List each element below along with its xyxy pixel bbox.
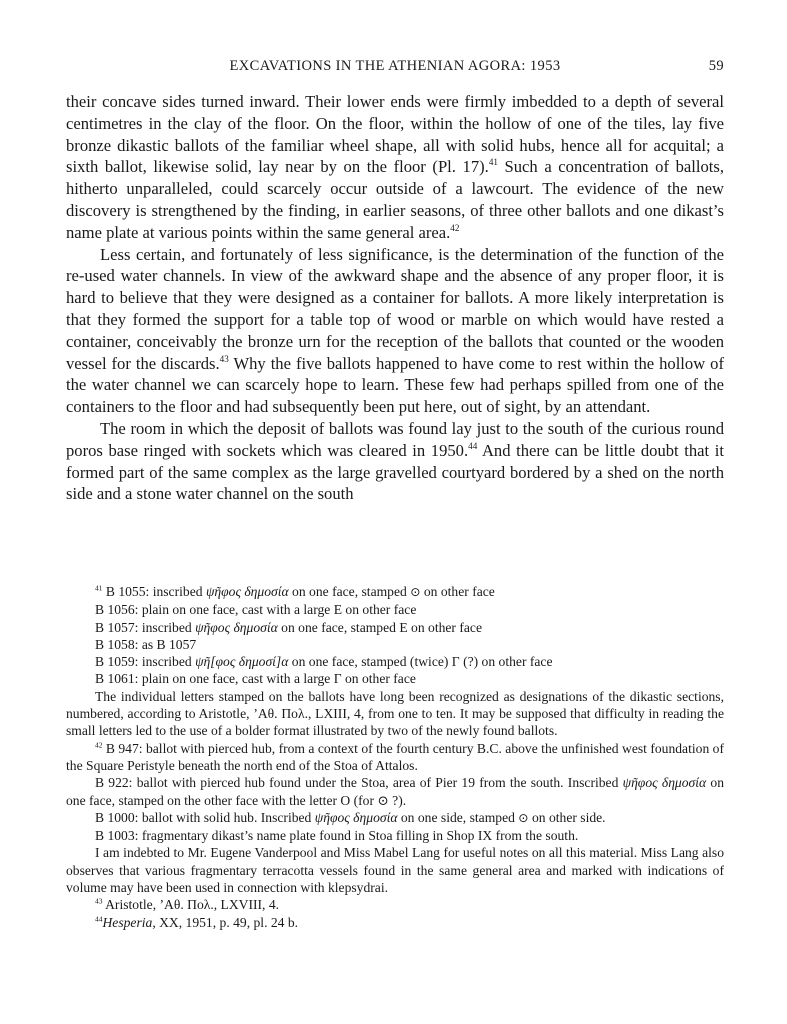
footnote-41-line-3 [66, 619, 724, 636]
footnote-ref-41: 41 [488, 157, 498, 168]
footnote-42-acknowledgement: I am indebted to Mr. Eugene Vanderpool and Miss Mabel Lang for useful notes on all this material. Miss Lang also observes that various fragmentary terracotta vessels found in the same general area and marked with indications of volume may have been used in connection with klepsydrai. [66, 845, 724, 896]
footnote-text: B 1000: ballot with solid hub. Inscribed [95, 809, 315, 825]
paragraph-3-text-b: And there can be little doubt that it formed part of the same complex as the large gravelled courtyard bordered by a shed on the north side and a stone water channel on the south [66, 440, 724, 504]
paragraph-2-text-b: Why the five ballots happened to have come to rest within the hollow of the water channel we can scarcely hope to learn. These few had perhaps spilled from one of the containers to the floor and had subsequently been put here, out of sight, by an attendant. [66, 353, 724, 417]
stamp-symbol: ⊙ [518, 810, 529, 825]
footnote-43 [66, 896, 724, 913]
footnote-text: on one face, stamped on the other face with the letter O (for ⊙ ?). [66, 775, 725, 808]
footnote-text: on one face, stamped (twice) Γ (?) on other face [288, 654, 553, 670]
footnote-42-line-4: B 1003: fragmentary dikast’s name plate found in Stoa filling in Shop IX from the south. [95, 828, 579, 844]
footnote-41-line-5 [66, 653, 724, 670]
greek-inscription: ψῆφος δημοσία [205, 584, 289, 599]
footnote-text: B 947: ballot with pierced hub, from a context of the fourth century B.C. above the unfinished west foundation of the Square Peristyle beneath the north end of the Stoa of Attalos. [66, 740, 724, 773]
paragraph-1-text-a: their concave sides turned inward. Their lower ends were firmly imbedded to a depth of several centimetres in the clay of the floor. On the floor, within the hollow of one of the tiles, lay five bronze dikastic ballots of the familiar wheel shape, all with solid hubs, hence all for acquital; a sixth ballot, likewise solid, lay near by on the floor (Pl. 17). [66, 92, 724, 177]
footnote-44-marker: 44 [95, 914, 103, 924]
paragraph-2-text-a: Less certain, and fortunately of less significance, is the determination of the function of the re-used water channels. In view of the awkward shape and the absence of any proper floor, it is hard to believe that they were designed as a container for ballots. A more likely interpretation is that they formed the support for a table top of wood or marble on which would have rested a container, conceivably the bronze urn for the reception of the ballots that counted or the wooden vessel for the discards. [66, 244, 724, 373]
footnote-42-marker: 42 [95, 740, 103, 750]
footnote-text: B 922: ballot with pierced hub found under the Stoa, area of Pier 19 from the south. Inscribed [95, 775, 623, 791]
paragraph-3 [66, 418, 724, 505]
footnote-ref-43: 43 [219, 353, 229, 364]
footnote-text: Aristotle, ’Αθ. Πολ., LXVIII, 4. [102, 897, 280, 913]
greek-inscription: ψῆφος δημοσία [314, 809, 398, 825]
footnote-text: B 1055: inscribed [102, 584, 206, 599]
footnote-text: B 1057: inscribed [95, 619, 196, 635]
footnote-ref-44: 44 [468, 440, 478, 451]
footnote-44 [66, 914, 724, 931]
footnote-text: , XX, 1951, p. 49, pl. 24 b. [152, 914, 299, 930]
page-header [66, 58, 724, 80]
paragraph-1 [66, 91, 724, 244]
footnote-ref-42: 42 [450, 222, 460, 233]
footnote-41-marker: 41 [95, 583, 103, 593]
footnote-text: on other face [420, 584, 495, 599]
paragraph-2 [66, 244, 724, 418]
greek-inscription: ψῆφος δημοσία [622, 775, 707, 791]
footnote-42-line-1 [66, 740, 724, 775]
footnote-text: on one face, stamped [288, 584, 411, 599]
paragraph-3-text-a: The room in which the deposit of ballots was found lay just to the south of the curious round poros base ringed with sockets which was cleared in 1950. [66, 418, 724, 460]
footnote-41-line-4: B 1058: as B 1057 [95, 636, 197, 652]
footnotes [66, 583, 724, 931]
footnote-42-line-2 [66, 774, 724, 809]
footnote-41-line-2: B 1056: plain on one face, cast with a large E on other face [95, 602, 417, 618]
footnote-text: on one side, stamped [397, 809, 519, 825]
journal-title: Hesperia [102, 914, 153, 930]
footnote-41-line-1 [66, 583, 724, 601]
footnote-43-marker: 43 [95, 896, 103, 906]
footnote-text: B 1059: inscribed [95, 654, 196, 670]
body-text [66, 91, 724, 505]
footnote-41-commentary: The individual letters stamped on the ballots have long been recognized as designations of the dikastic sections, numbered, according to Aristotle, ’Αθ. Πολ., LXIII, 4, from one to ten. It may be supposed that difficulty in reading the small letters led to the use of a bolder format illustrated by two of the newly found ballots. [66, 688, 724, 739]
greek-inscription: ψῆ[φος δημοσί]α [195, 654, 289, 670]
footnote-text: on other side. [528, 809, 606, 825]
stamp-symbol: ⊙ [410, 585, 421, 599]
footnote-42-line-3 [66, 809, 724, 827]
page-number: 59 [708, 58, 724, 74]
footnote-41-line-6: B 1061: plain on one face, cast with a large Γ on other face [95, 671, 416, 687]
footnote-text: on one face, stamped E on other face [277, 619, 482, 635]
greek-inscription: ψῆφος δημοσία [195, 619, 278, 635]
paragraph-1-text-b: Such a concentration of ballots, hitherto unparalleled, could scarcely occur outside of a lawcourt. The evidence of the new discovery is strengthened by the finding, in earlier seasons, of three other ballots and one dikast’s name plate at various points within the same general area. [66, 157, 724, 242]
running-title: EXCAVATIONS IN THE ATHENIAN AGORA: 1953 [229, 58, 561, 74]
